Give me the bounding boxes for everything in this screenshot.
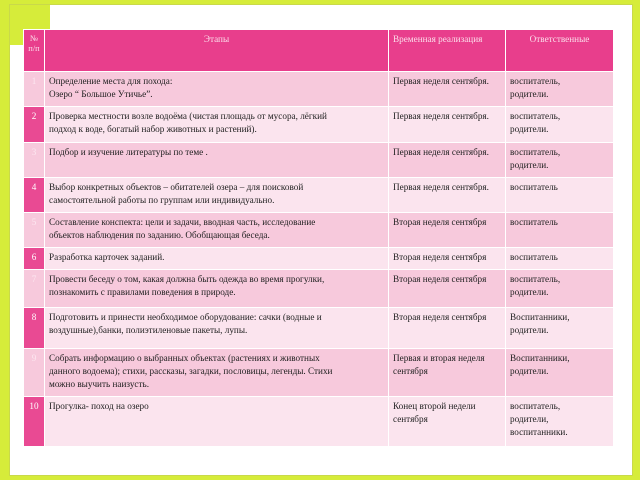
row-stage-line: подход к воде, богатый набор животных и растений).: [49, 123, 257, 134]
row-stage-line: Составление конспекта: цели и задачи, вводная часть, исследование: [49, 217, 316, 227]
row-stage-line: Озеро “ Большое Утичье”.: [49, 88, 153, 99]
row-resp-line: воспитатель,: [510, 401, 561, 411]
row-stage: [45, 213, 389, 248]
row-resp-line: родители,: [510, 413, 549, 424]
row-responsible: [506, 143, 614, 178]
row-num: 6: [24, 248, 45, 270]
row-time-line: Первая неделя сентября.: [393, 76, 489, 86]
table-row: [24, 178, 614, 213]
table-row: [24, 248, 614, 270]
row-stage-line: Прогулка- поход на озеро: [49, 401, 149, 411]
row-stage-line: Определение места для похода:: [49, 76, 173, 86]
row-time-line: сентября: [393, 365, 428, 376]
row-time: [389, 308, 506, 349]
row-stage: [45, 72, 389, 107]
row-time: [389, 143, 506, 178]
table-row: [24, 107, 614, 143]
row-time-line: Вторая неделя сентября: [393, 252, 487, 262]
header-stage: Этапы: [45, 30, 389, 72]
row-responsible: [506, 397, 614, 447]
row-time-line: Вторая неделя сентября: [393, 312, 487, 322]
row-stage: [45, 349, 389, 397]
row-responsible: [506, 72, 614, 107]
row-time: [389, 213, 506, 248]
row-time: [389, 248, 506, 270]
row-resp-line: воспитатель: [510, 217, 558, 227]
row-time-line: Вторая неделя сентября: [393, 217, 487, 227]
row-num: 8: [24, 308, 45, 349]
header-num: № п/п: [24, 30, 45, 72]
row-stage-line: данного водоема); стихи, рассказы, загадки, пословицы, легенды. Стихи: [49, 365, 333, 376]
row-stage: [45, 143, 389, 178]
row-responsible: [506, 270, 614, 308]
row-num: 10: [24, 397, 45, 447]
row-resp-line: родители.: [510, 286, 549, 297]
table-row: [24, 143, 614, 178]
row-stage-line: Разработка карточек заданий.: [49, 252, 165, 262]
row-responsible: [506, 349, 614, 397]
row-time: [389, 107, 506, 143]
row-time-line: Первая неделя сентября.: [393, 147, 489, 157]
row-resp-line: воспитатель: [510, 182, 558, 192]
table-header-row: [24, 30, 614, 72]
row-responsible: [506, 248, 614, 270]
row-stage-line: Подбор и изучение литературы по теме .: [49, 147, 208, 157]
row-time-line: сентября: [393, 413, 428, 424]
row-resp-line: родители.: [510, 159, 549, 170]
row-time-line: Первая и вторая неделя: [393, 353, 485, 363]
table-row: [24, 270, 614, 308]
row-stage: [45, 270, 389, 308]
row-stage: [45, 397, 389, 447]
plan-table: [23, 29, 614, 447]
row-responsible: [506, 178, 614, 213]
header-responsible: Ответственные: [506, 30, 614, 72]
row-resp-line: воспитатель,: [510, 111, 561, 121]
row-resp-line: воспитатель,: [510, 76, 561, 86]
row-resp-line: воспитанники.: [510, 426, 568, 437]
row-stage-line: Проверка местности возле водоёма (чистая площадь от мусора, лёгкий: [49, 111, 327, 121]
row-time: [389, 72, 506, 107]
row-stage-line: Провести беседу о том, какая должна быть одежда во время прогулки,: [49, 274, 325, 284]
row-responsible: [506, 107, 614, 143]
row-time-line: Конец второй недели: [393, 401, 476, 411]
row-num: 1: [24, 72, 45, 107]
row-stage-line: познакомить с правилами поведения в природе.: [49, 286, 236, 297]
row-stage-line: Подготовить и принести необходимое оборудование: сачки (водные и: [49, 312, 322, 322]
header-time: Временная реализация: [389, 30, 506, 72]
row-resp-line: Воспитанники,: [510, 353, 570, 363]
row-stage-line: Выбор конкретных объектов – обитателей озера – для поисковой: [49, 182, 304, 192]
row-num: 9: [24, 349, 45, 397]
row-stage: [45, 178, 389, 213]
row-time-line: Первая неделя сентября.: [393, 111, 489, 121]
table-row: [24, 397, 614, 447]
row-resp-line: родители.: [510, 365, 549, 376]
row-num: 7: [24, 270, 45, 308]
row-stage-line: объектов наблюдения по заданию. Обобщающая беседа.: [49, 229, 270, 240]
row-stage: [45, 308, 389, 349]
row-stage: [45, 107, 389, 143]
row-num: 4: [24, 178, 45, 213]
row-time: [389, 178, 506, 213]
row-time: [389, 270, 506, 308]
row-time: [389, 397, 506, 447]
table-row: [24, 349, 614, 397]
row-resp-line: родители.: [510, 324, 549, 335]
row-responsible: [506, 213, 614, 248]
table-row: [24, 308, 614, 349]
row-resp-line: родители.: [510, 88, 549, 99]
row-stage-line: можно выучить наизусть.: [49, 378, 149, 389]
row-stage-line: воздушные),банки, полиэтиленовые пакеты, лупы.: [49, 324, 248, 335]
row-resp-line: воспитатель: [510, 252, 558, 262]
row-num: 3: [24, 143, 45, 178]
row-stage: [45, 248, 389, 270]
row-stage-line: Собрать информацию о выбранных объектах (растениях и животных: [49, 353, 320, 363]
row-resp-line: воспитатель,: [510, 147, 561, 157]
row-responsible: [506, 308, 614, 349]
row-time: [389, 349, 506, 397]
row-num: 2: [24, 107, 45, 143]
row-resp-line: Воспитанники,: [510, 312, 570, 322]
row-stage-line: самостоятельной работы по группам или индивидуально.: [49, 194, 275, 205]
row-time-line: Вторая неделя сентября: [393, 274, 487, 284]
table-row: [24, 72, 614, 107]
row-resp-line: воспитатель,: [510, 274, 561, 284]
row-num: 5: [24, 213, 45, 248]
row-time-line: Первая неделя сентября.: [393, 182, 489, 192]
row-resp-line: родители.: [510, 123, 549, 134]
table-row: [24, 213, 614, 248]
